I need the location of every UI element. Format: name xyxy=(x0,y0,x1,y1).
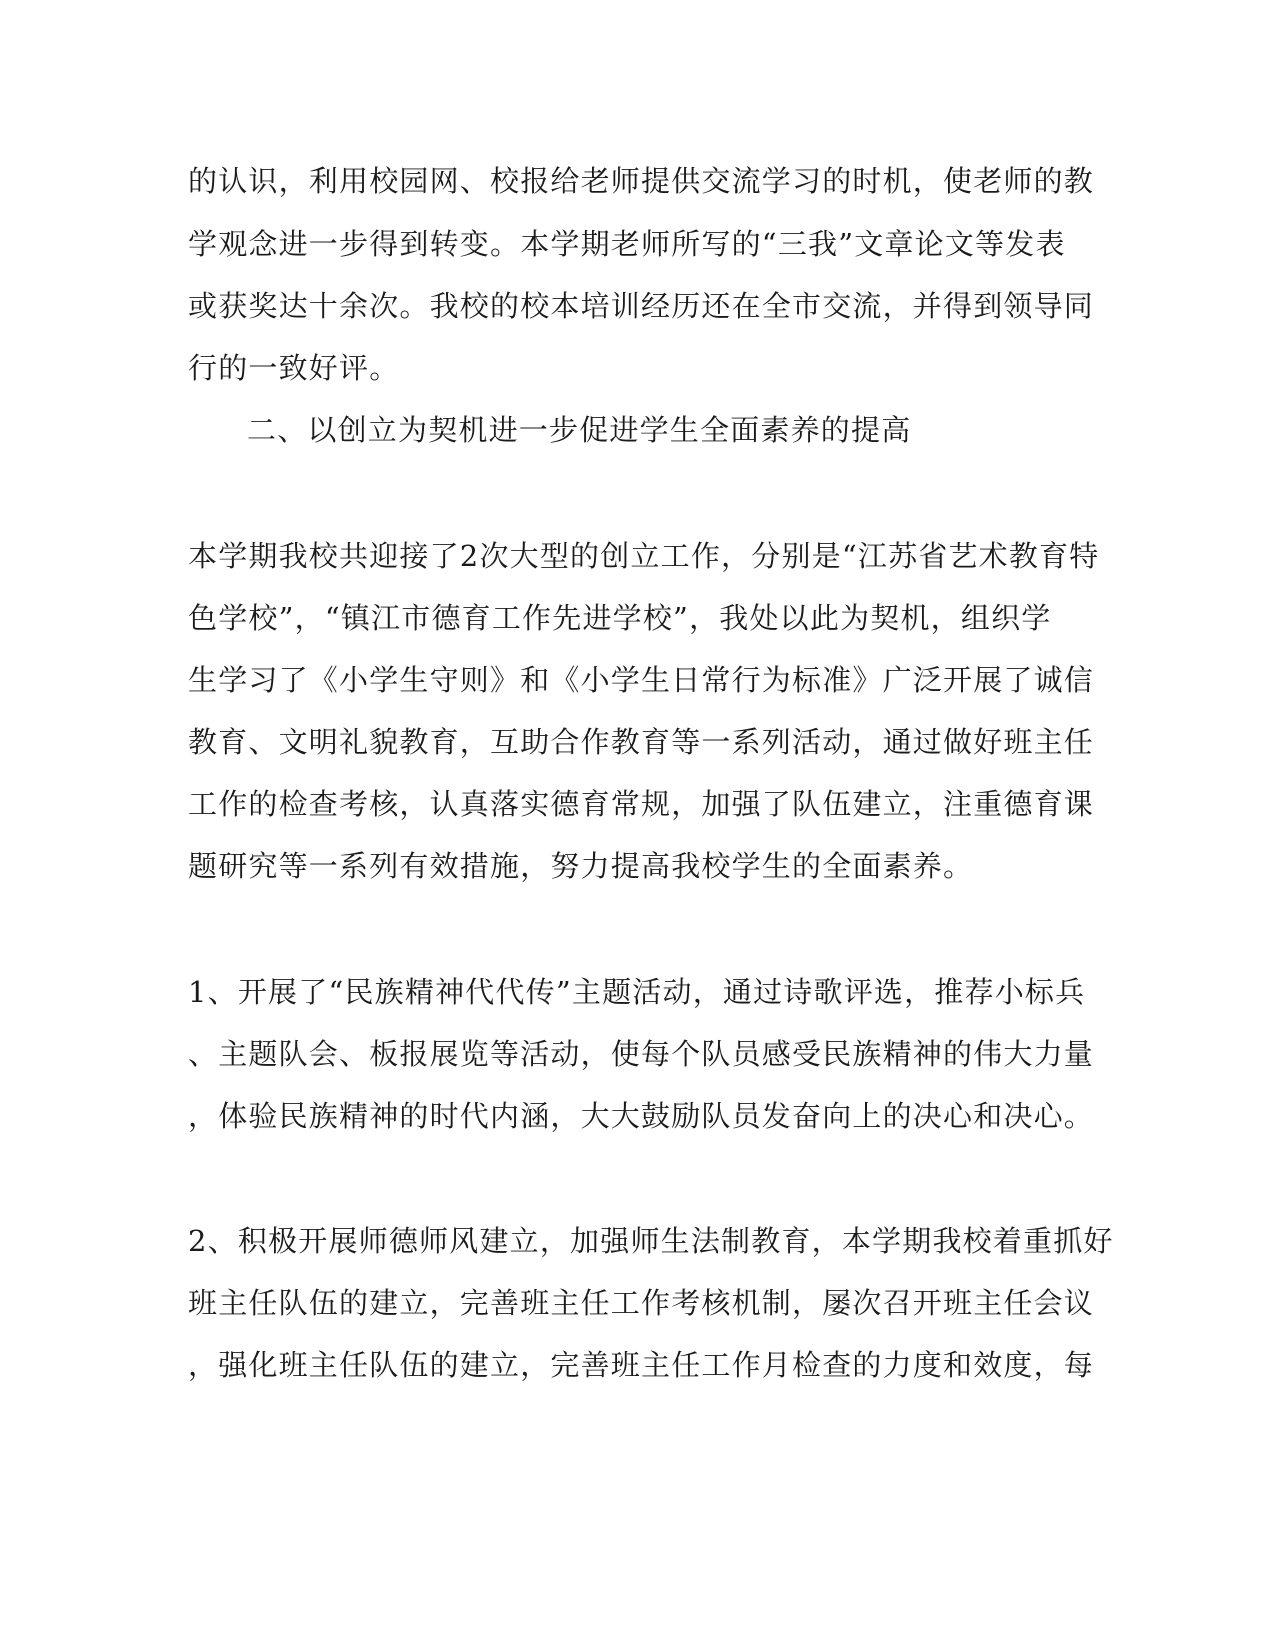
text-line: ，强化班主任队伍的建立，完善班主任工作月检查的力度和效度，每 xyxy=(188,1348,1095,1382)
text-line: ，体验民族精神的时代内涵，大大鼓励队员发奋向上的决心和决心。 xyxy=(188,1099,1095,1133)
text-line: 或获奖达十余次。我校的校本培训经历还在全市交流，并得到领导同 xyxy=(188,289,1095,323)
text-line: 班主任队伍的建立，完善班主任工作考核机制，屡次召开班主任会议 xyxy=(188,1286,1095,1320)
text-line: 、主题队会、板报展览等活动，使每个队员感受民族精神的伟大力量 xyxy=(188,1037,1095,1071)
text-line: 本学期我校共迎接了2次大型的创立工作，分别是“江苏省艺术教育特 xyxy=(188,539,1100,573)
text-line: 题研究等一系列有效措施，努力提高我校学生的全面素养。 xyxy=(188,849,974,883)
text-line: 行的一致好评。 xyxy=(188,351,400,385)
text-line: 生学习了《小学生守则》和《小学生日常行为标准》广泛开展了诚信 xyxy=(188,663,1095,697)
text-line: 学观念进一步得到转变。本学期老师所写的“三我”文章论文等发表 xyxy=(188,227,1066,261)
text-line: 色学校”，“镇江市德育工作先进学校”，我处以此为契机，组织学 xyxy=(188,601,1052,635)
text-line: 的认识，利用校园网、校报给老师提供交流学习的时机，使老师的教 xyxy=(188,164,1095,198)
text-line: 教育、文明礼貌教育，互助合作教育等一系列活动，通过做好班主任 xyxy=(188,725,1095,759)
text-line: 工作的检查考核，认真落实德育常规，加强了队伍建立，注重德育课 xyxy=(188,787,1095,821)
section-heading: 二、以创立为契机进一步促进学生全面素养的提高 xyxy=(247,413,912,447)
text-line: 2、积极开展师德师风建立，加强师生法制教育，本学期我校着重抓好 xyxy=(188,1224,1114,1258)
text-line: 1、开展了“民族精神代代传”主题活动，通过诗歌评选，推荐小标兵 xyxy=(188,975,1086,1009)
